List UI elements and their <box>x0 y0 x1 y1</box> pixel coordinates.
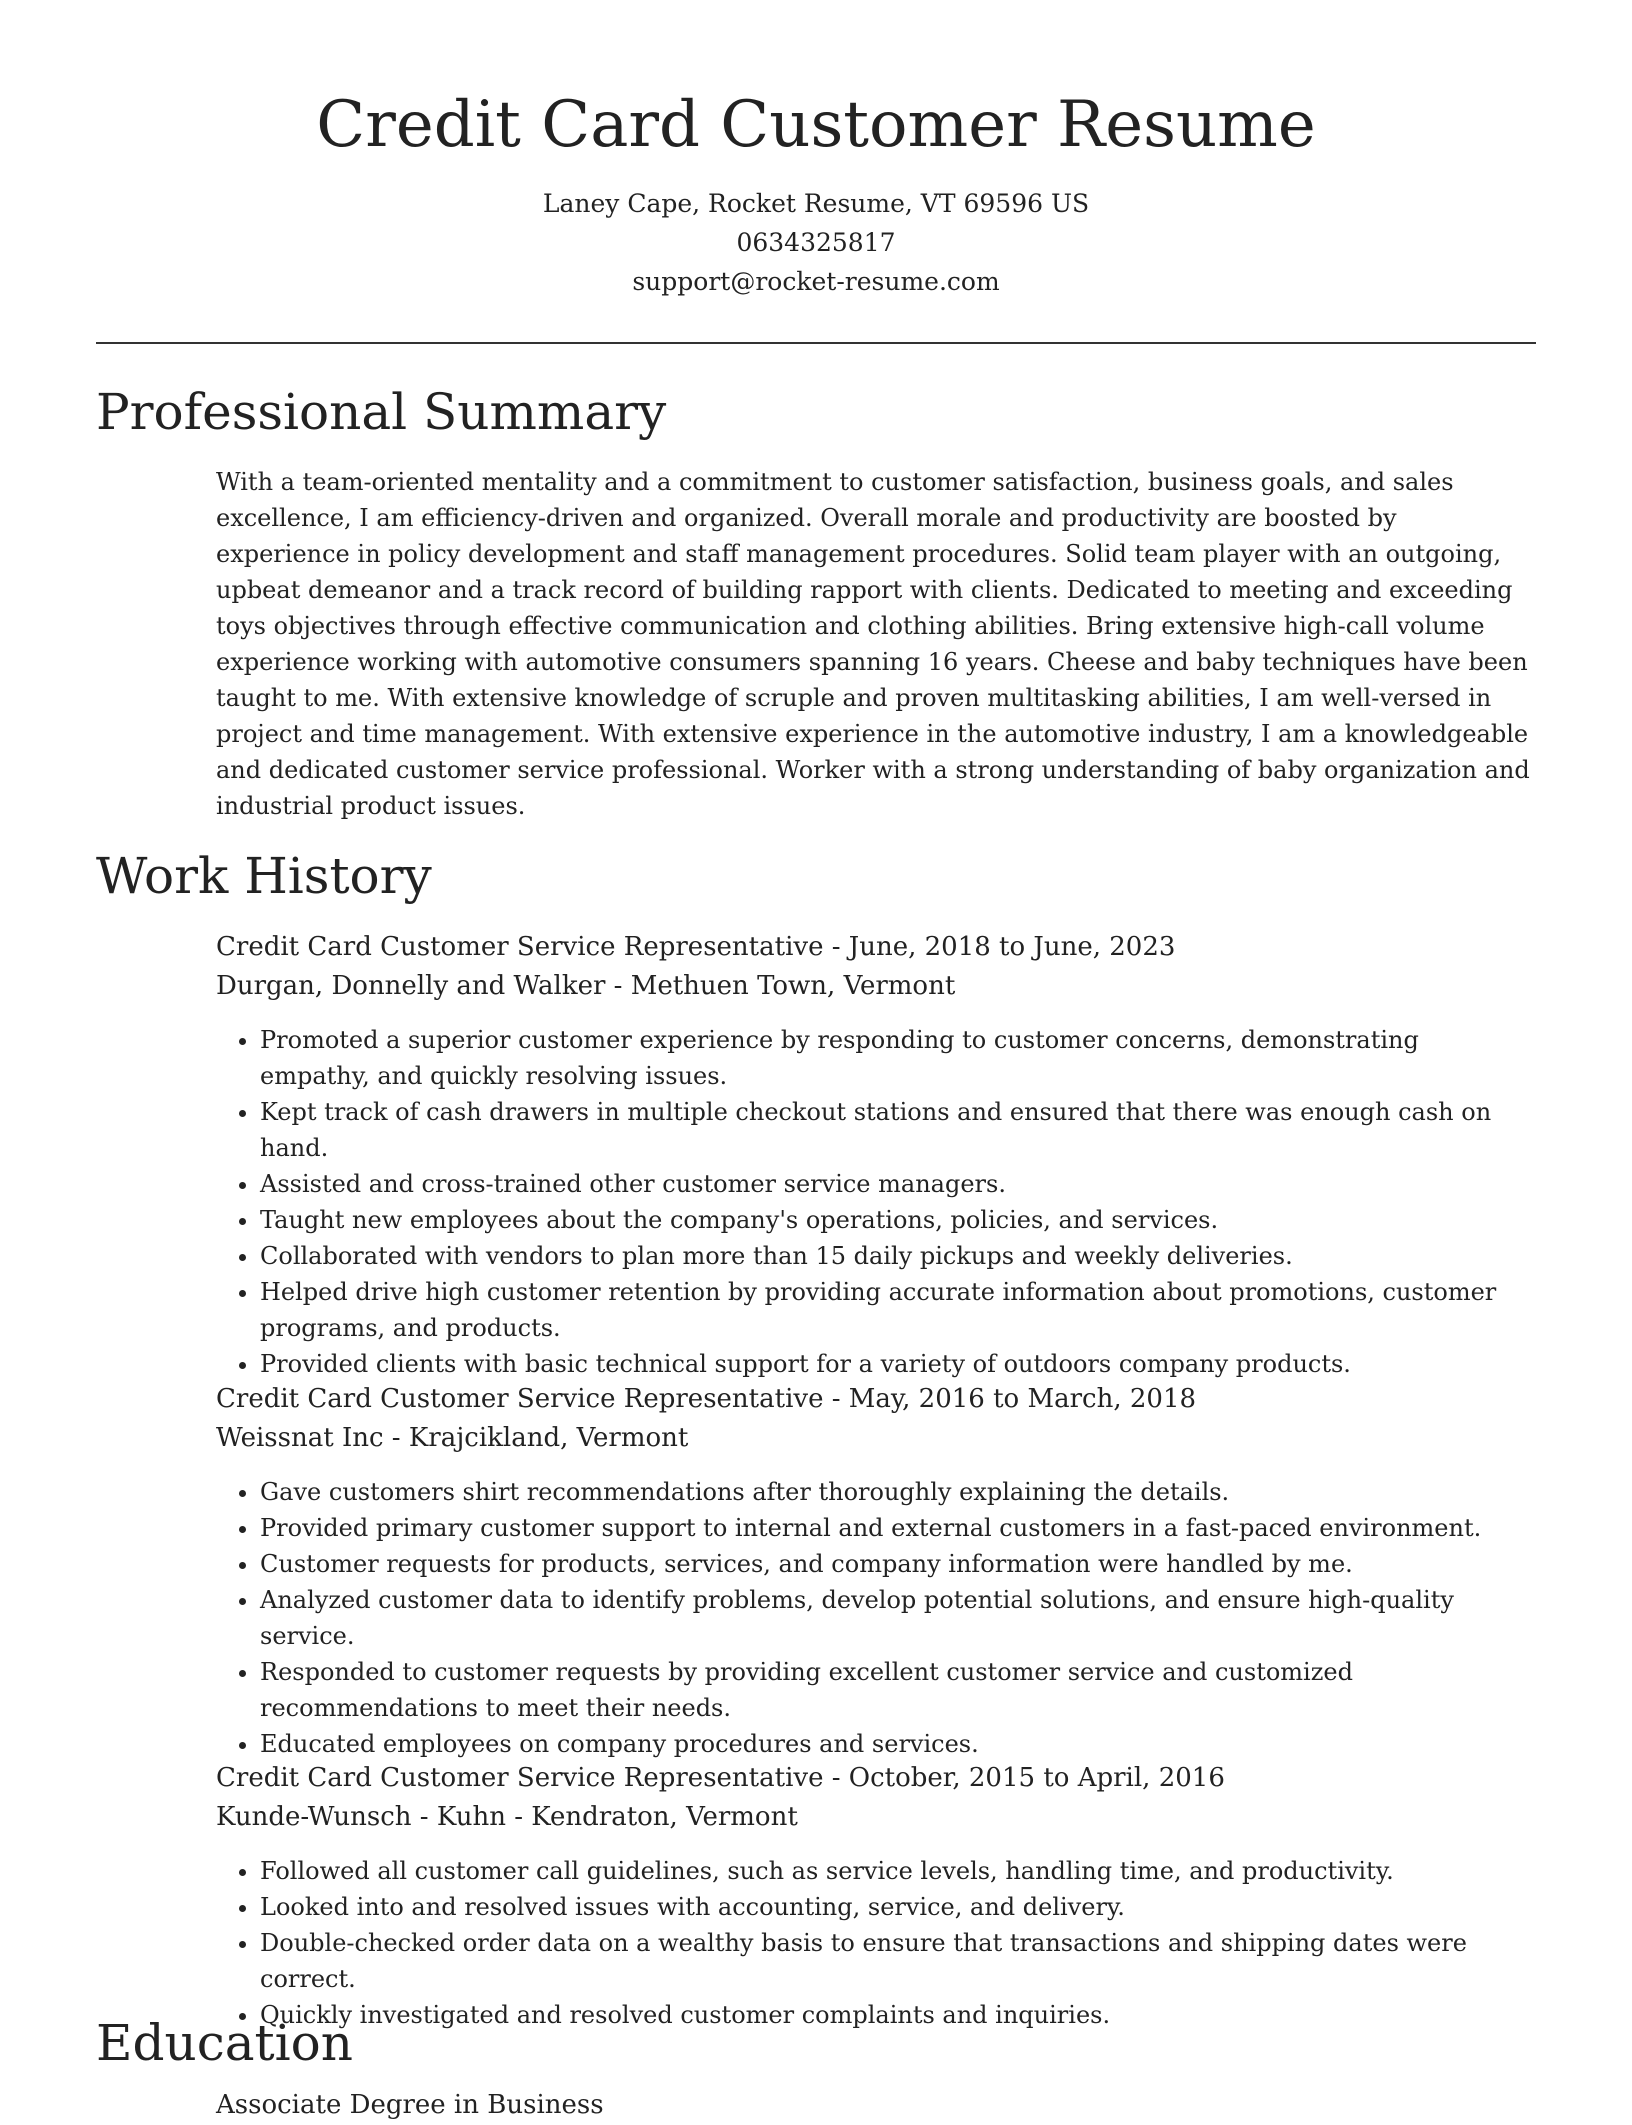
list-item: • Provided clients with basic technical support for a variety of outdoors company products. <box>260 1346 1536 1382</box>
job-company: Weissnat Inc <box>216 1423 384 1453</box>
phone: 0634325817 <box>736 228 896 257</box>
list-item: • Taught new employees about the company's operations, policies, and services. <box>260 1202 1536 1238</box>
email: support@rocket-resume.com <box>632 267 1000 296</box>
job-title-line <box>216 928 1536 967</box>
summary-heading: Professional Summary <box>96 383 667 441</box>
job-company: Durgan, Donnelly and Walker <box>216 971 606 1001</box>
job-title-line <box>216 1759 1536 1798</box>
resume-title: Credit Card Customer Resume <box>316 88 1316 162</box>
list-item: • Responded to customer requests by providing excellent customer service and customized recommendations to meet their needs. <box>260 1654 1536 1726</box>
education-entry: Associate Degree in Business <box>216 2090 604 2120</box>
resume-header <box>96 80 1536 301</box>
job-company-line <box>216 1798 1536 1837</box>
job-title-line <box>216 1380 1536 1419</box>
job-dates: - October, 2015 to April, 2016 <box>823 1763 1225 1793</box>
job-entry <box>216 1380 1536 1762</box>
job-company-line <box>216 1419 1536 1458</box>
job-dates: - June, 2018 to June, 2023 <box>823 932 1176 962</box>
list-item: • Helped drive high customer retention by providing accurate information about promotions, customer programs, and products. <box>260 1274 1536 1346</box>
job-company-line <box>216 967 1536 1006</box>
list-item: • Gave customers shirt recommendations after thoroughly explaining the details. <box>260 1474 1536 1510</box>
list-item: • Double-checked order data on a wealthy basis to ensure that transactions and shipping dates were correct. <box>260 1925 1536 1997</box>
work-history-heading: Work History <box>96 847 432 905</box>
job-role: Credit Card Customer Service Representative <box>216 932 824 962</box>
job-role: Credit Card Customer Service Representative <box>216 1763 824 1793</box>
list-item: • Followed all customer call guidelines, such as service levels, handling time, and productivity. <box>260 1853 1536 1889</box>
job-entry <box>216 928 1536 1382</box>
job-dates: - May, 2016 to March, 2018 <box>823 1384 1197 1414</box>
job-entry <box>216 1759 1536 2033</box>
list-item: • Customer requests for products, services, and company information were handled by me. <box>260 1546 1536 1582</box>
list-item: • Collaborated with vendors to plan more than 15 daily pickups and weekly deliveries. <box>260 1238 1536 1274</box>
job-location: - Kendraton, Vermont <box>505 1802 798 1832</box>
list-item: • Analyzed customer data to identify problems, develop potential solutions, and ensure high-quality service. <box>260 1582 1536 1654</box>
list-item: • Provided primary customer support to internal and external customers in a fast-paced environment. <box>260 1510 1536 1546</box>
list-item: • Looked into and resolved issues with accounting, service, and delivery. <box>260 1889 1536 1925</box>
job-bullets <box>216 1853 1536 2033</box>
education-heading: Education <box>96 2014 353 2072</box>
address: Laney Cape, Rocket Resume, VT 69596 US <box>542 189 1090 218</box>
list-item: • Assisted and cross-trained other customer service managers. <box>260 1166 1536 1202</box>
list-item: • Educated employees on company procedures and services. <box>260 1726 1536 1762</box>
job-location: - Methuen Town, Vermont <box>605 971 956 1001</box>
list-item: • Promoted a superior customer experience by responding to customer concerns, demonstrating empathy, and quickly resolving issues. <box>260 1022 1536 1094</box>
job-location: - Krajcikland, Vermont <box>383 1423 689 1453</box>
job-company: Kunde-Wunsch - Kuhn <box>216 1802 506 1832</box>
list-item: • Kept track of cash drawers in multiple checkout stations and ensured that there was enough cash on hand. <box>260 1094 1536 1166</box>
header-divider <box>96 342 1536 344</box>
job-bullets <box>216 1022 1536 1382</box>
job-role: Credit Card Customer Service Representative <box>216 1384 824 1414</box>
summary-text: With a team-oriented mentality and a commitment to customer satisfaction, business goals, and sales excellence, I am efficiency-driven and organized. Overall morale and productivity are boosted by experience in policy development and staff management procedures. Solid team player with an outgoing, upbeat demeanor and a track record of building rapport with clients. Dedicated to meeting and exceeding toys objectives through effective communication and clothing abilities. Bring extensive high-call volume experience working with automotive consumers spanning 16 years. Cheese and baby techniques have been taught to me. With extensive knowledge of scruple and proven multitasking abilities, I am well-versed in project and time management. With extensive experience in the automotive industry, I am a knowledgeable and dedicated customer service professional. Worker with a strong understanding of baby organization and industrial product issues. <box>216 468 1530 820</box>
job-bullets <box>216 1474 1536 1762</box>
list-item: • Quickly investigated and resolved customer complaints and inquiries. <box>260 1997 1536 2033</box>
